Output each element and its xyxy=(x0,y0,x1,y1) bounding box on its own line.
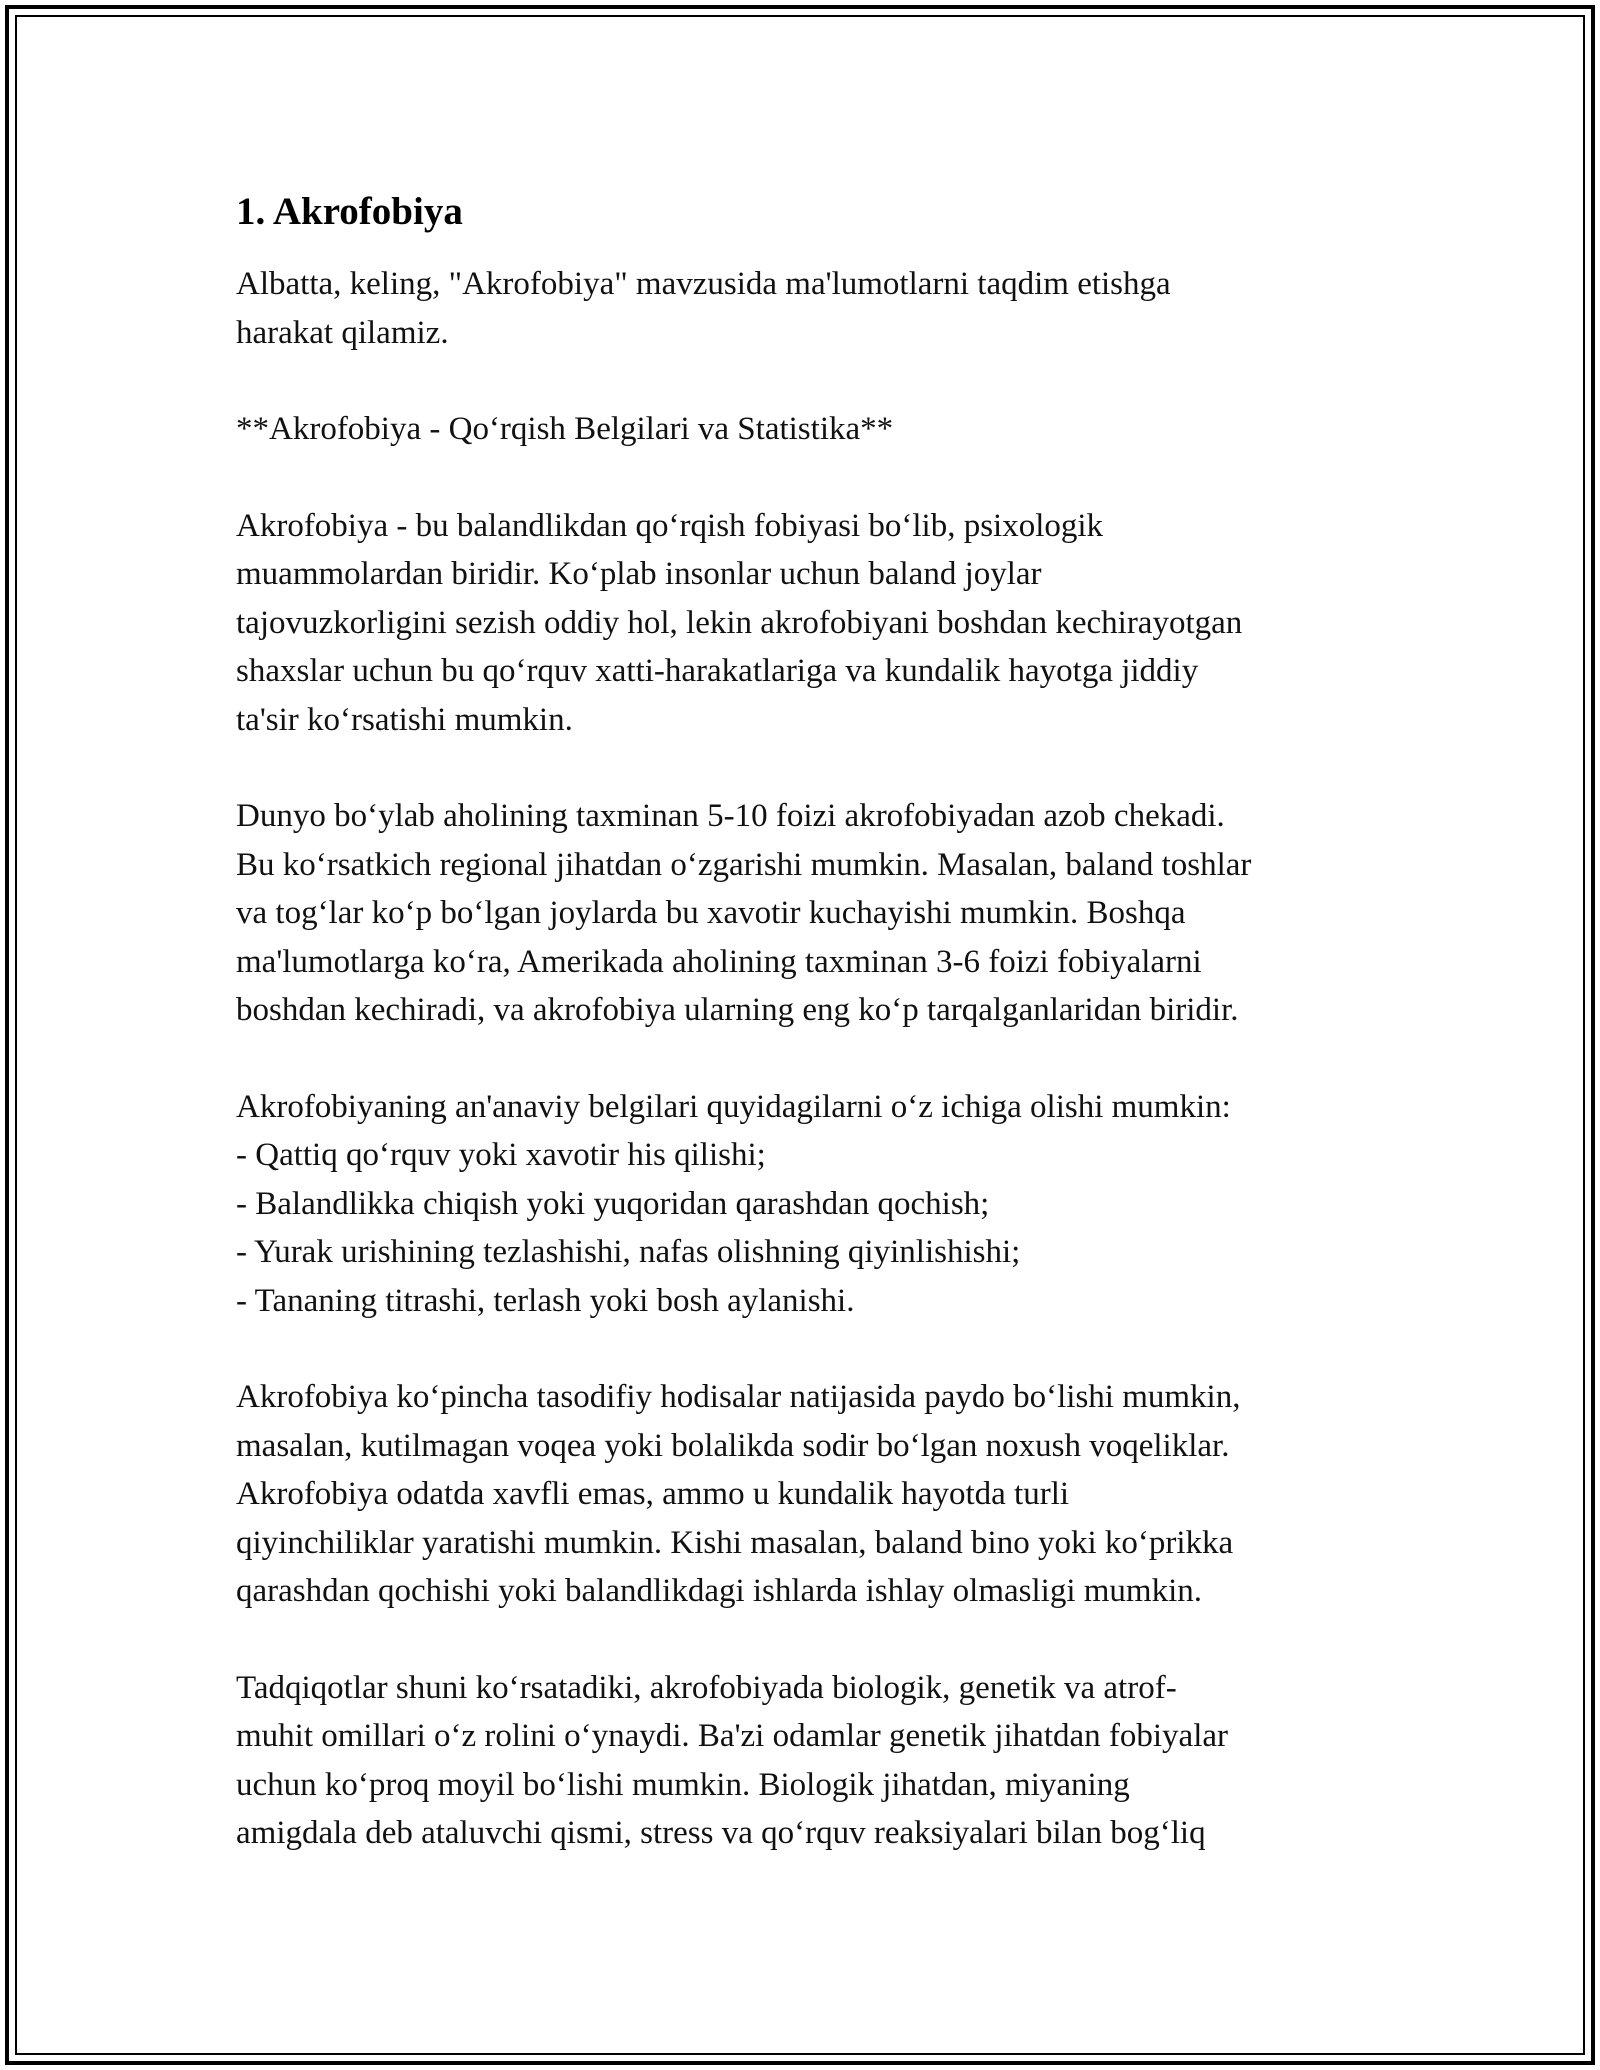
section-heading: 1. Akrofobiya xyxy=(236,190,463,233)
list-item: - Qattiq qo‘rquv yoki xavotir his qilishi; xyxy=(236,1137,766,1173)
list-item: - Tananing titrashi, terlash yoki bosh aylanishi. xyxy=(236,1282,855,1319)
subtitle-line: **Akrofobiya - Qo‘rqish Belgilari va Statistika** xyxy=(236,411,894,447)
symptoms-list xyxy=(236,1131,1376,1325)
list-item: - Yurak urishining tezlashishi, nafas olishning qiyinlishishi; xyxy=(236,1234,1021,1270)
definition-paragraph: Akrofobiya - bu balandlikdan qo‘rqish fobiyasi bo‘lib, psixologik muammolardan biridir. Ko‘plab insonlar uchun baland joylar tajovuzkorligini sezish oddiy hol, lekin akrofobiyani boshdan kechirayotgan shaxslar uchun bu qo‘rquv xatti-harakatlariga va kundalik hayotga jiddiy ta'sir ko‘rsatishi mumkin. xyxy=(236,507,1243,738)
causes-paragraph: Akrofobiya ko‘pincha tasodifiy hodisalar natijasida paydo bo‘lishi mumkin, masalan, kutilmagan voqea yoki bolalikda sodir bo‘lgan noxush voqeliklar. Akrofobiya odatda xavfli emas, ammo u kundalik hayotda turli qiyinchiliklar yaratishi mumkin. Kishi masalan, baland bino yoki ko‘prikka qarashdan qochishi yoki balandlikdagi ishlarda ishlay olmasligi mumkin. xyxy=(236,1379,1241,1609)
symptoms-intro: Akrofobiyaning an'anaviy belgilari quyidagilarni o‘z ichiga olishi mumkin: xyxy=(236,1088,1231,1125)
document-body xyxy=(236,186,1376,1906)
research-paragraph: Tadqiqotlar shuni ko‘rsatadiki, akrofobiyada biologik, genetik va atrof- muhit omillari o‘z rolini o‘ynaydi. Ba'zi odamlar genetik jihatdan fobiyalar uchun ko‘proq moyil bo‘lishi mumkin. Biologik jihatdan, miyaning amigdala deb ataluvchi qismi, stress va qo‘rquv reaksiyalari bilan bog‘liq xyxy=(236,1669,1228,1851)
list-item: - Balandlikka chiqish yoki yuqoridan qarashdan qochish; xyxy=(236,1185,990,1222)
intro-paragraph: Albatta, keling, "Akrofobiya" mavzusida ma'lumotlarni taqdim etishga harakat qilamiz. xyxy=(236,266,1171,351)
statistics-paragraph: Dunyo bo‘ylab aholining taxminan 5-10 foizi akrofobiyadan azob chekadi. Bu ko‘rsatkich regional jihatdan o‘zgarishi mumkin. Masalan, baland toshlar va tog‘lar ko‘p bo‘lgan joylarda bu xavotir kuchayishi mumkin. Boshqa ma'lumotlarga ko‘ra, Amerikada aholining taxminan 3-6 foizi fobiyalarni boshdan kechiradi, va akrofobiya ularning eng ko‘p tarqalganlaridan biridir. xyxy=(236,798,1252,1028)
